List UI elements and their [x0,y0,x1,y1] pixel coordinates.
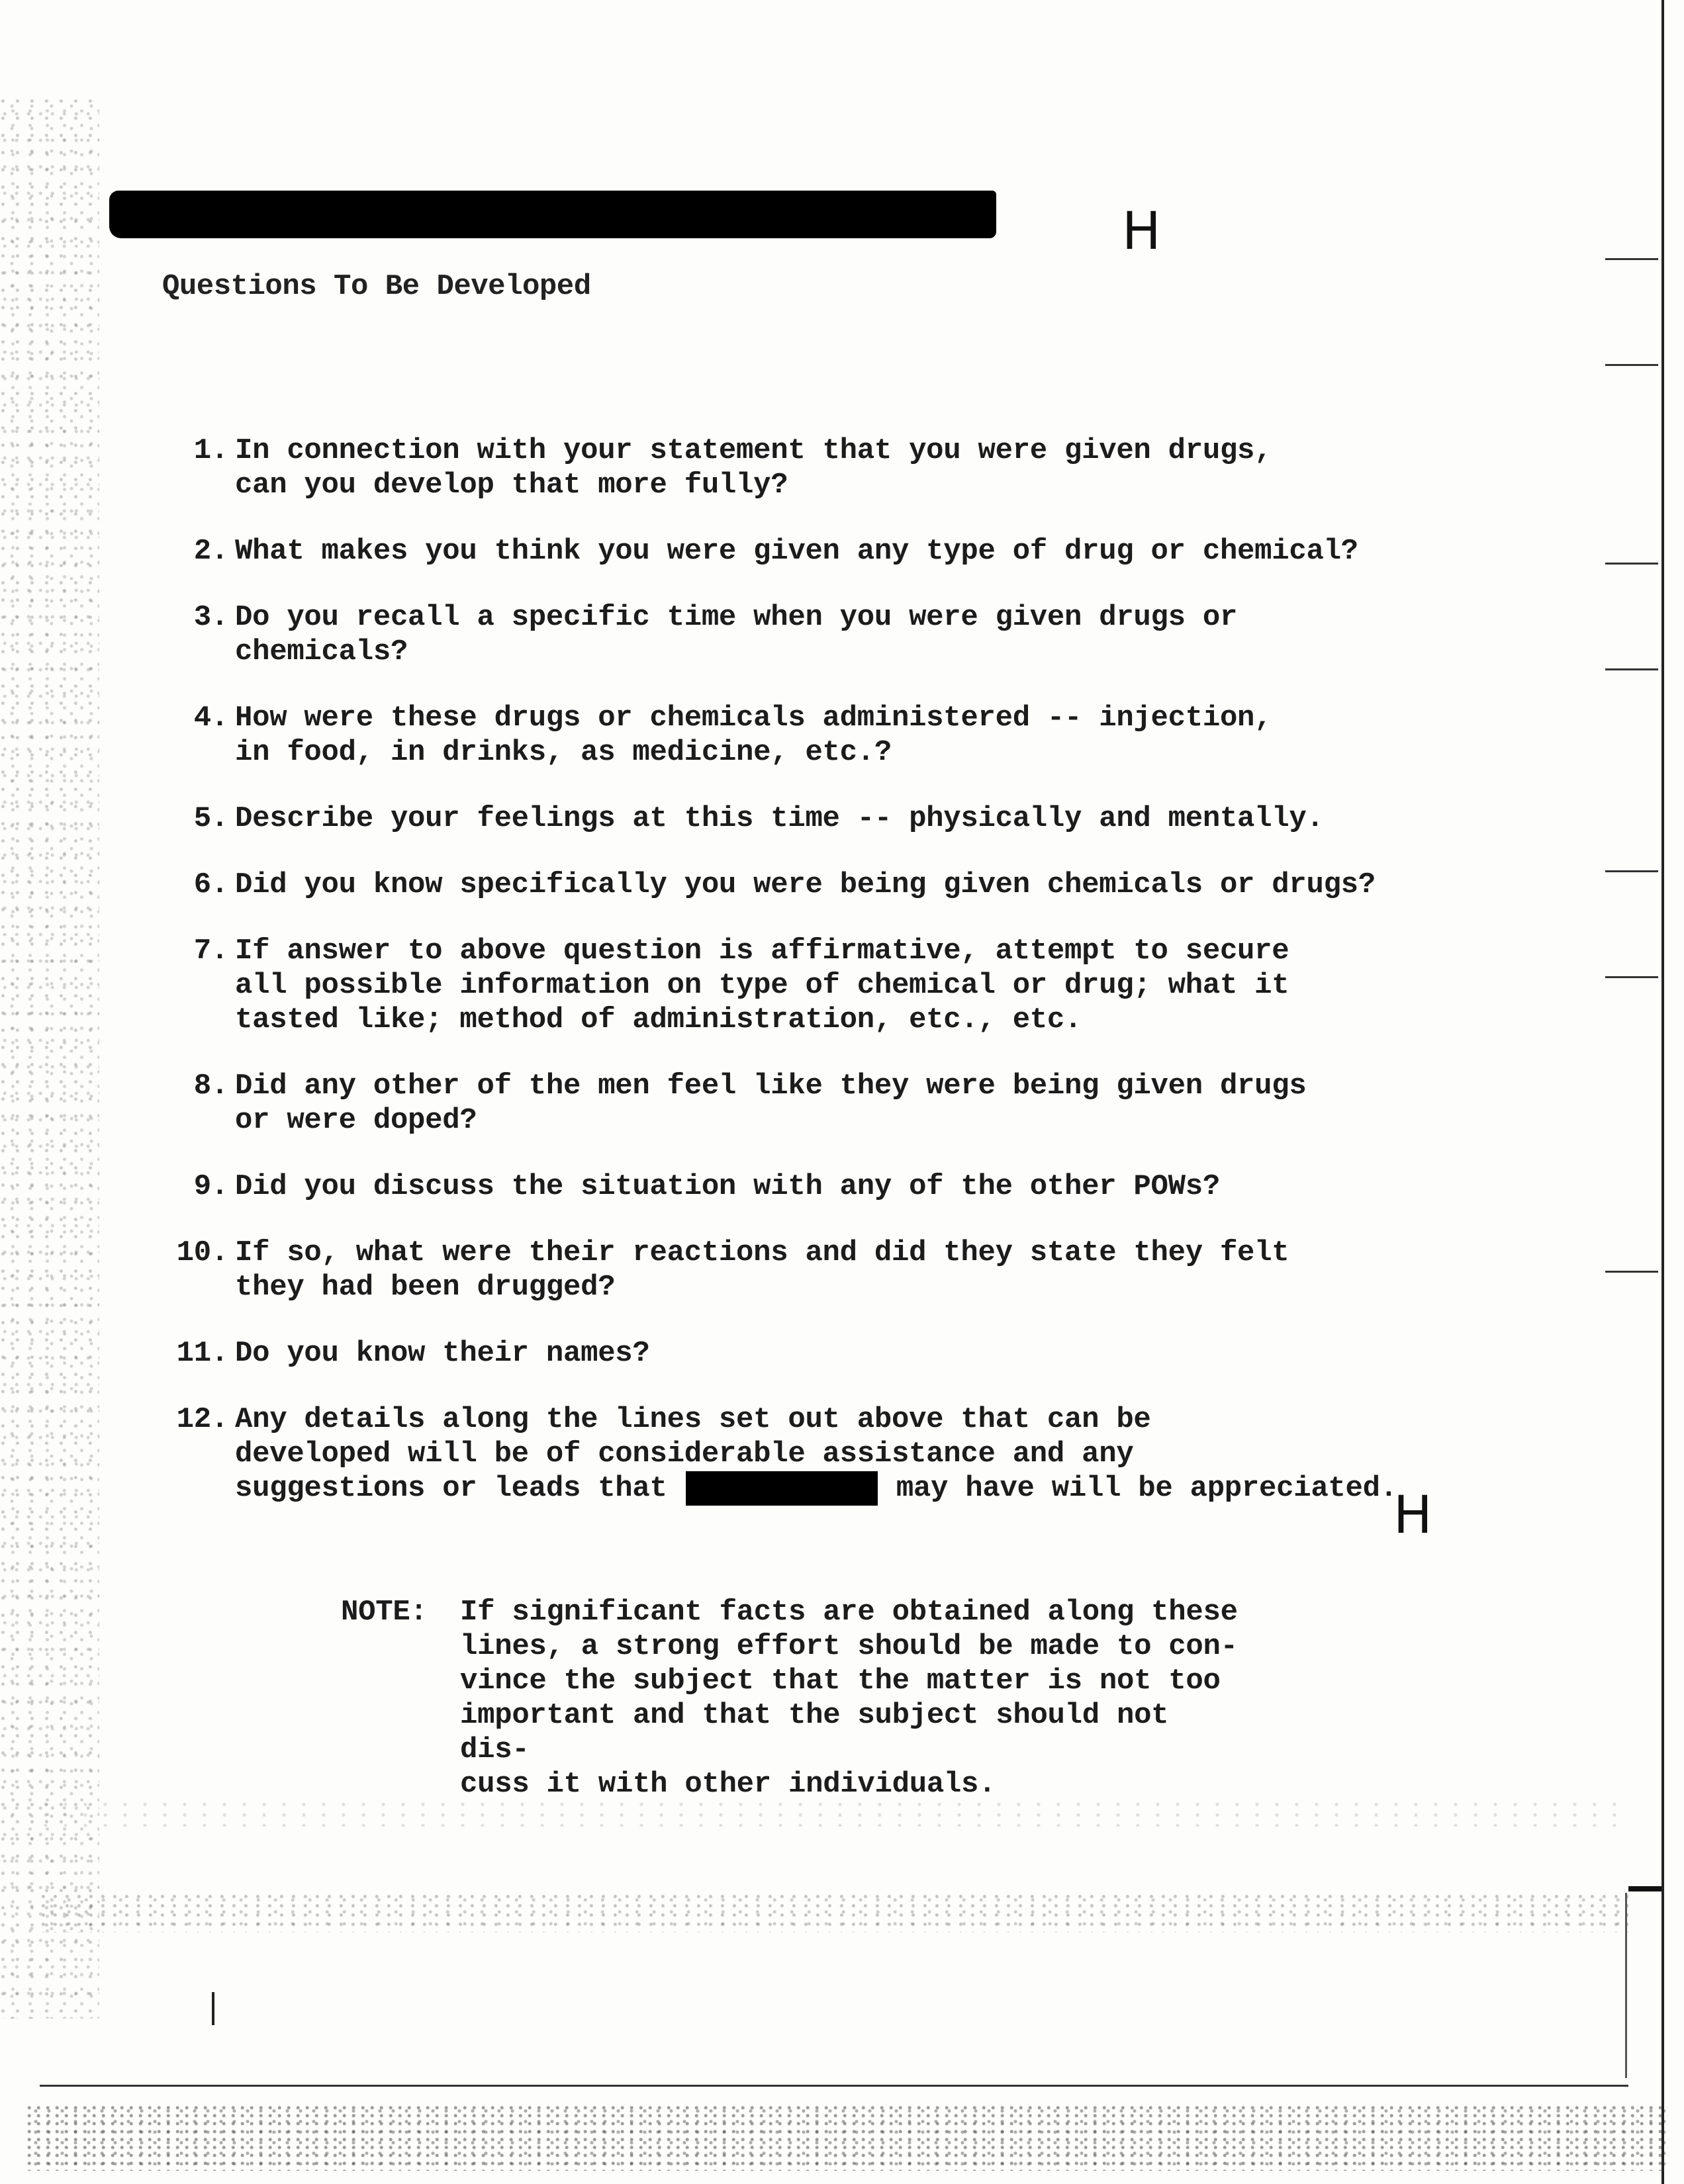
question-item [152,701,1575,770]
scan-noise-band [40,1893,1628,1933]
question-number: 10. [176,1236,228,1269]
question-text: What makes you think you were given any type of drug or chemical? [235,535,1358,568]
question-item [152,433,1575,502]
page-heading: Questions To Be Developed [162,270,591,303]
scan-tick [1605,364,1658,366]
stray-pen-mark [212,1992,214,2025]
redaction-bar [109,191,996,238]
question-text-part: Any details along the lines set out above that can be developed will be of considerable assistance and any suggestions or leads that [235,1403,1151,1505]
questions-list [152,433,1575,1537]
question-text: Did any other of the men feel like they were being given drugs or were doped? [235,1069,1307,1137]
question-number: 6. [193,868,228,901]
question-item [152,801,1575,836]
question-number: 9. [193,1170,228,1203]
question-number: 2. [193,535,228,568]
question-number: 4. [193,702,228,735]
question-text: If answer to above question is affirmative, attempt to secure all possible information on type of chemical or drug; what it tasted like; method of administration, etc., etc. [235,934,1289,1036]
scan-edge-right [1661,0,1664,2184]
scan-line-bottom [40,2085,1628,2087]
question-text: If so, what were their reactions and did they state they felt they had been drugged? [235,1236,1289,1304]
scan-line-inner [1625,1893,1627,2078]
question-text: Do you know their names? [235,1337,650,1370]
scan-tick [1605,668,1658,670]
question-item [152,1236,1575,1304]
question-number: 5. [193,802,228,835]
scan-noise-left [0,99,99,2019]
question-item [152,600,1575,669]
question-number: 12. [176,1403,228,1436]
handwritten-mark-bottom: H [1393,1486,1432,1545]
question-number: 11. [176,1337,228,1370]
question-item [152,1169,1575,1204]
scan-tick [1605,1271,1658,1273]
question-text [228,1402,1575,1506]
question-item [152,934,1575,1037]
scan-tick [1628,1886,1661,1891]
question-text: Did you know specifically you were being given chemicals or drugs? [235,868,1376,901]
question-number: 3. [193,601,228,634]
scan-tick [1605,563,1658,565]
scan-tick [1605,258,1658,260]
question-text: In connection with your statement that you were given drugs, can you develop that more fully? [235,434,1272,502]
handwritten-mark-top: H [1122,202,1161,261]
scan-tick [1605,976,1658,978]
redaction-inline [686,1471,878,1506]
question-text: Describe your feelings at this time -- physically and mentally. [235,802,1324,835]
question-number: 1. [193,434,228,467]
question-number: 7. [193,934,228,968]
note-text: If significant facts are obtained along these lines, a strong effort should be made to con- vince the subject that the matter is not too important and that the subject should not dis- cuss it with other individuals. [460,1596,1238,1801]
question-number: 8. [193,1069,228,1103]
note-block [341,1595,1241,1801]
question-text: Do you recall a specific time when you were given drugs or chemicals? [235,601,1238,668]
question-item [152,1402,1575,1506]
note-label: NOTE: [341,1596,428,1629]
scan-noise-band-upper [40,1800,1628,1827]
question-text-part: may have will be appreciated. [878,1472,1397,1505]
question-text: Did you discuss the situation with any of the other POWs? [235,1170,1220,1203]
question-item [152,1069,1575,1138]
question-text: How were these drugs or chemicals administered -- injection, in food, in drinks, as medicine, etc.? [235,702,1272,769]
question-item [152,868,1575,902]
scan-tick [1605,870,1658,872]
question-item [152,534,1575,569]
scan-noise-bottom [26,2105,1668,2171]
question-item [152,1336,1575,1371]
